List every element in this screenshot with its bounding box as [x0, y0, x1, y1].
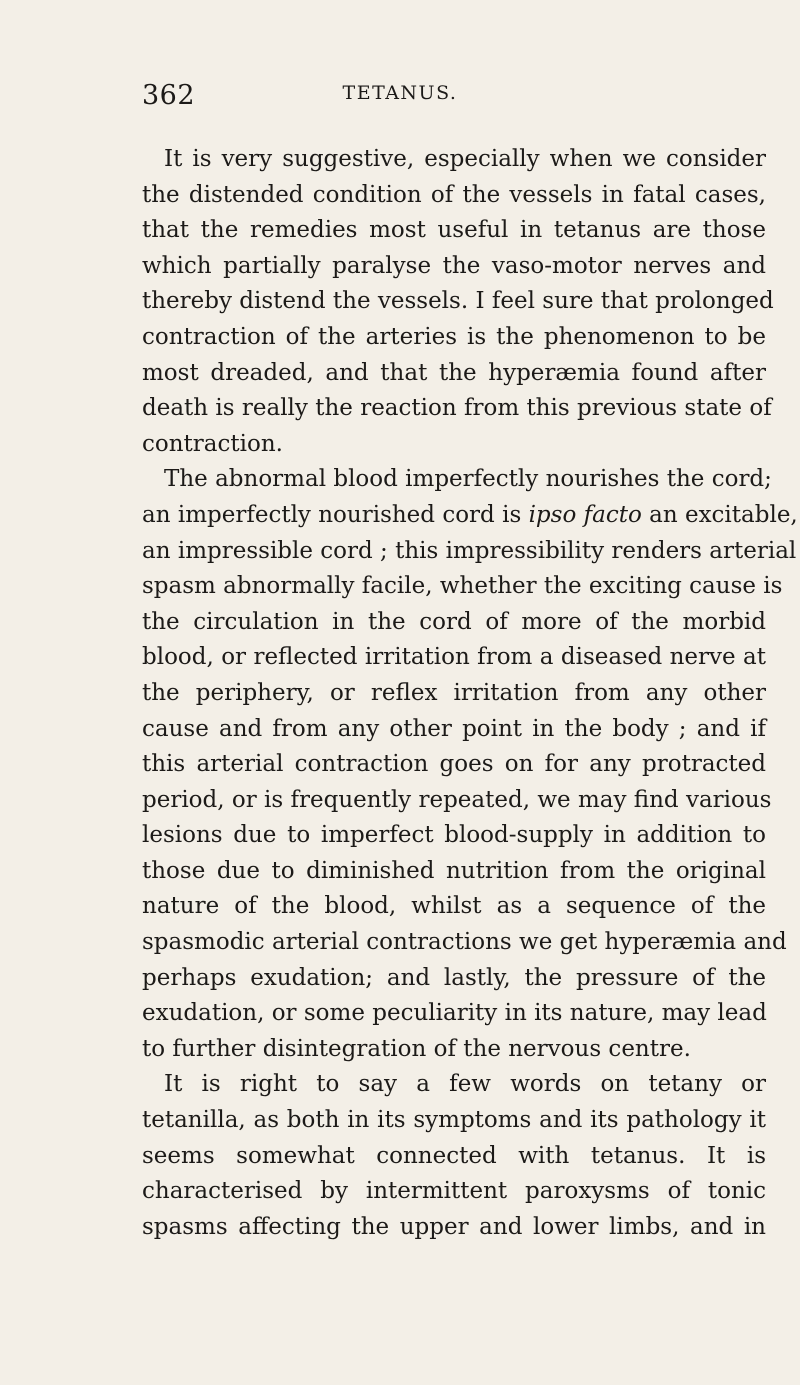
text-line: It is right to say a few words on tetany or [164, 1071, 766, 1098]
text-line: blood, or reflected irritation from a diseased nerve at [142, 644, 766, 671]
text-line: The abnormal blood imperfectly nourishes the cord; [164, 466, 772, 493]
text-line: It is very suggestive, especially when we consider [164, 146, 766, 172]
body-text [142, 142, 798, 1245]
text-line: spasms affecting the upper and lower limbs, and in [142, 1213, 766, 1240]
text-line: cause and from any other point in the body ; and if [142, 715, 766, 742]
text-line: period, or is frequently repeated, we may find various [142, 786, 772, 813]
page-number: 362 [142, 80, 196, 111]
text-line: spasm abnormally facile, whether the exciting cause is [142, 573, 783, 600]
text-line: perhaps exudation; and lastly, the pressure of the [142, 964, 766, 991]
text-line: nature of the blood, whilst as a sequence of the [142, 893, 766, 920]
text-line: the distended condition of the vessels in fatal cases, [142, 181, 766, 208]
text-line: which partially paralyse the vaso-motor nerves and [142, 252, 766, 279]
text-line: spasmodic arterial contractions we get hyperæmia and [142, 929, 787, 956]
text-line: the periphery, or reflex irritation from any other [142, 679, 766, 706]
text-line: that the remedies most useful in tetanus are those [142, 217, 766, 244]
text-line: contraction. [142, 430, 283, 457]
text-line: the circulation in the cord of more of the morbid [142, 608, 766, 635]
text-line: an impressible cord ; this impressibility renders arterial [142, 537, 797, 564]
text-line: this arterial contraction goes on for any protracted [142, 751, 766, 778]
text-line: thereby distend the vessels. I feel sure that prolonged [142, 288, 774, 315]
italic-phrase: ipso facto [528, 501, 642, 528]
text-line: most dreaded, and that the hyperæmia found after [142, 359, 766, 386]
text-line: seems somewhat connected with tetanus. It is [142, 1142, 766, 1169]
text-line: exudation, or some peculiarity in its nature, may lead [142, 1000, 767, 1027]
text-line: to further disintegration of the nervous centre. [142, 1035, 691, 1062]
text-line: contraction of the arteries is the phenomenon to be [142, 323, 766, 350]
text-line: characterised by intermittent paroxysms of tonic [142, 1178, 766, 1205]
running-title: TETANUS. [342, 82, 458, 104]
text-line: lesions due to imperfect blood-supply in addition to [142, 822, 766, 849]
text-line: death is really the reaction from this previous state of [142, 395, 772, 422]
text-line: those due to diminished nutrition from the original [142, 857, 766, 884]
text-line: an imperfectly nourished cord is ipso facto an excitable, [142, 501, 798, 528]
text-line: tetanilla, as both in its symptoms and its pathology it [142, 1107, 766, 1134]
